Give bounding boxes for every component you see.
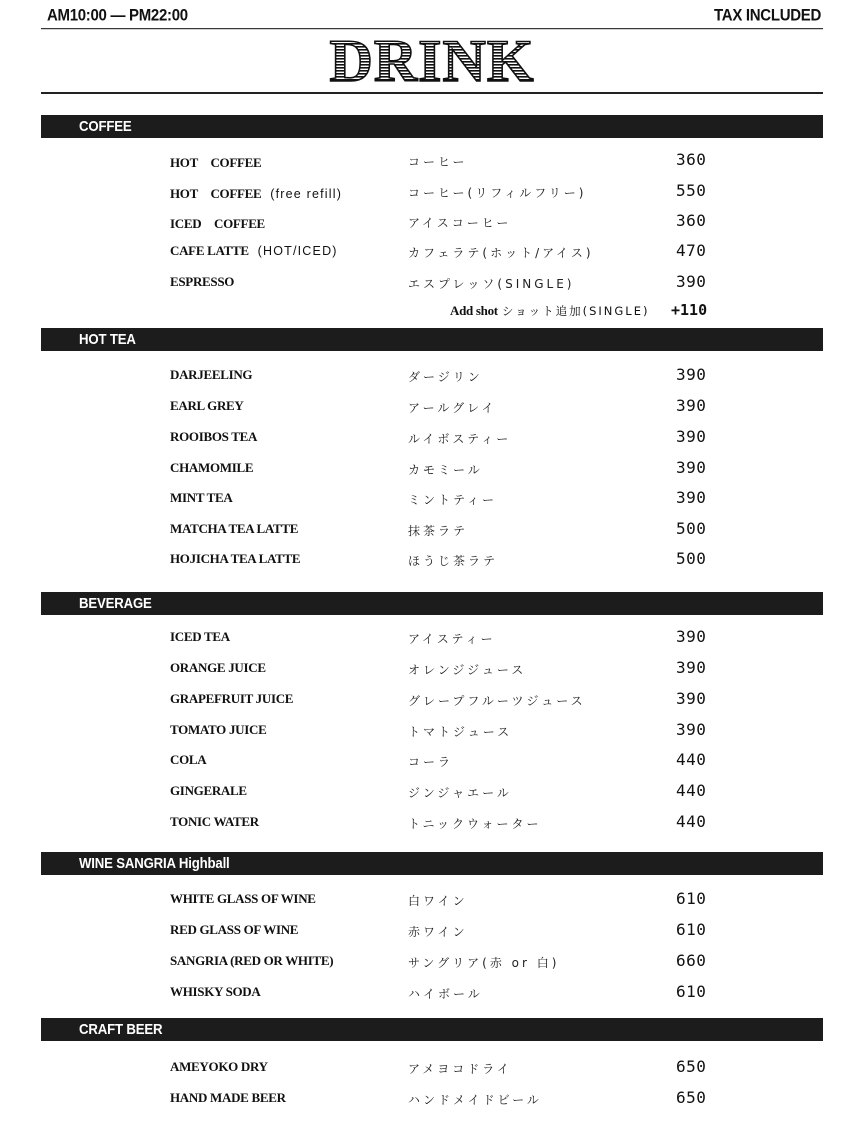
item-price: 390 xyxy=(676,689,707,708)
menu-item xyxy=(0,1055,864,1079)
item-name-en: MINT TEA xyxy=(170,490,233,505)
item-price: 500 xyxy=(676,519,707,538)
menu-item xyxy=(0,209,864,233)
item-price: 440 xyxy=(676,750,707,769)
menu-item xyxy=(0,949,864,973)
item-name-en: EARL GREY xyxy=(170,398,244,413)
item-price: 390 xyxy=(676,272,707,291)
item-price: 360 xyxy=(676,150,707,169)
menu-item xyxy=(0,148,864,172)
item-name-en: ICED TEA xyxy=(170,629,230,644)
item-price: 360 xyxy=(676,211,707,230)
item-name-en: HAND MADE BEER xyxy=(170,1090,286,1105)
item-name-en: HOT COFFEE xyxy=(170,155,262,170)
menu-item xyxy=(0,394,864,418)
section-header-beverage: BEVERAGE xyxy=(41,592,823,615)
item-name-en: AMEYOKO DRY xyxy=(170,1059,268,1074)
menu-item xyxy=(0,687,864,711)
item-name-en: COLA xyxy=(170,752,207,767)
item-price: 390 xyxy=(676,720,707,739)
item-name-ja: アメヨコドライ xyxy=(408,1062,512,1076)
item-price: 390 xyxy=(676,658,707,677)
add-shot-price: +110 xyxy=(671,301,708,319)
item-name-ja: ジンジャエール xyxy=(408,786,512,800)
menu-item xyxy=(0,363,864,387)
item-price: 550 xyxy=(676,181,707,200)
item-price: 390 xyxy=(676,427,707,446)
menu-item xyxy=(0,779,864,803)
menu-item xyxy=(0,270,864,294)
item-name-en: TOMATO JUICE xyxy=(170,722,267,737)
item-price: 650 xyxy=(676,1057,707,1076)
item-name-en: ICED COFFEE xyxy=(170,216,265,231)
menu-item xyxy=(0,179,864,203)
drink-title-graphic xyxy=(322,28,542,92)
opening-hours: AM10:00 ― PM22:00 xyxy=(47,6,188,25)
item-name-ja: オレンジジュース xyxy=(408,663,527,677)
item-name-ja: カモミール xyxy=(408,463,483,477)
menu-item xyxy=(0,718,864,742)
item-name-ja: ハイボール xyxy=(408,987,483,1001)
item-price: 440 xyxy=(676,812,707,831)
item-price: 650 xyxy=(676,1088,707,1107)
item-name-en: SANGRIA (RED OR WHITE) xyxy=(170,953,334,968)
item-name-ja: アールグレイ xyxy=(408,401,497,415)
item-price: 610 xyxy=(676,982,707,1001)
menu-item xyxy=(0,456,864,480)
item-name-en: HOT COFFEE (free refill) xyxy=(170,186,343,201)
item-name-ja: サングリア(赤 or 白) xyxy=(408,956,560,970)
item-name-ja: アイスコーヒー xyxy=(408,216,512,230)
menu-item xyxy=(0,486,864,510)
item-price: 610 xyxy=(676,889,707,908)
item-name-en: RED GLASS OF WINE xyxy=(170,922,299,937)
item-name-ja: ダージリン xyxy=(408,370,483,384)
title-text: DRINK xyxy=(329,28,535,92)
item-name-en: MATCHA TEA LATTE xyxy=(170,521,299,536)
item-name-ja: 赤ワイン xyxy=(408,925,468,939)
item-note: (HOT/ICED) xyxy=(257,244,338,258)
item-name-en: GINGERALE xyxy=(170,783,247,798)
menu-item xyxy=(0,810,864,834)
item-name-ja: トニックウォーター xyxy=(408,817,542,831)
add-shot-label: Add shot ショット追加(SINGLE) xyxy=(450,303,650,318)
item-name-ja: コーラ xyxy=(408,755,454,769)
item-name-ja: アイスティー xyxy=(408,632,496,646)
tax-included-note: TAX INCLUDED xyxy=(714,6,821,25)
title-divider xyxy=(41,92,823,94)
item-name-ja: コーヒー xyxy=(408,155,468,169)
top-bar xyxy=(41,3,823,29)
menu-item xyxy=(0,425,864,449)
item-price: 500 xyxy=(676,549,707,568)
item-name-ja: ミントティー xyxy=(408,493,498,507)
section-header-craft-beer: CRAFT BEER xyxy=(41,1018,823,1041)
menu-item xyxy=(0,625,864,649)
menu-item xyxy=(0,980,864,1004)
item-name-ja: ほうじ茶ラテ xyxy=(408,554,499,568)
item-price: 390 xyxy=(676,365,707,384)
item-price: 470 xyxy=(676,241,707,260)
menu-item xyxy=(0,748,864,772)
item-price: 610 xyxy=(676,920,707,939)
item-name-ja: カフェラテ(ホット/アイス) xyxy=(408,246,594,260)
menu-item xyxy=(0,1086,864,1110)
item-price: 390 xyxy=(676,488,707,507)
item-name-ja: ハンドメイドビール xyxy=(408,1093,542,1107)
menu-item xyxy=(0,517,864,541)
item-name-en: WHITE GLASS OF WINE xyxy=(170,891,316,906)
menu-item xyxy=(0,656,864,680)
item-name-en: ESPRESSO xyxy=(170,274,235,289)
item-name-en: HOJICHA TEA LATTE xyxy=(170,551,301,566)
item-name-ja: トマトジュース xyxy=(408,725,513,739)
page-title xyxy=(0,28,864,92)
menu-item xyxy=(0,547,864,571)
section-header-wine-sangria-highball: WINE SANGRIA Highball xyxy=(41,852,823,875)
item-name-en: CHAMOMILE xyxy=(170,460,254,475)
item-name-en: TONIC WATER xyxy=(170,814,259,829)
item-name-ja: グレープフルーツジュース xyxy=(408,694,586,708)
item-name-en: WHISKY SODA xyxy=(170,984,261,999)
item-note: (free refill) xyxy=(270,187,343,201)
item-price: 390 xyxy=(676,396,707,415)
item-price: 660 xyxy=(676,951,707,970)
menu-item xyxy=(0,239,864,263)
add-shot-option xyxy=(0,300,864,322)
item-price: 440 xyxy=(676,781,707,800)
item-price: 390 xyxy=(676,627,707,646)
item-name-ja: コーヒー(リフィルフリー) xyxy=(408,186,587,200)
menu-item xyxy=(0,918,864,942)
section-header-coffee: COFFEE xyxy=(41,115,823,138)
item-name-ja: ルイボスティー xyxy=(408,432,512,446)
section-header-hot-tea: HOT TEA xyxy=(41,328,823,351)
item-name-en: GRAPEFRUIT JUICE xyxy=(170,691,294,706)
menu-item xyxy=(0,887,864,911)
item-name-en: ROOIBOS TEA xyxy=(170,429,258,444)
item-name-en: ORANGE JUICE xyxy=(170,660,266,675)
item-name-ja: 白ワイン xyxy=(408,894,468,908)
item-name-ja: 抹茶ラテ xyxy=(408,524,469,538)
item-name-ja: エスプレッソ(SINGLE) xyxy=(408,277,575,291)
item-price: 390 xyxy=(676,458,707,477)
item-name-en: DARJEELING xyxy=(170,367,253,382)
item-name-en: CAFE LATTE (HOT/ICED) xyxy=(170,243,338,258)
